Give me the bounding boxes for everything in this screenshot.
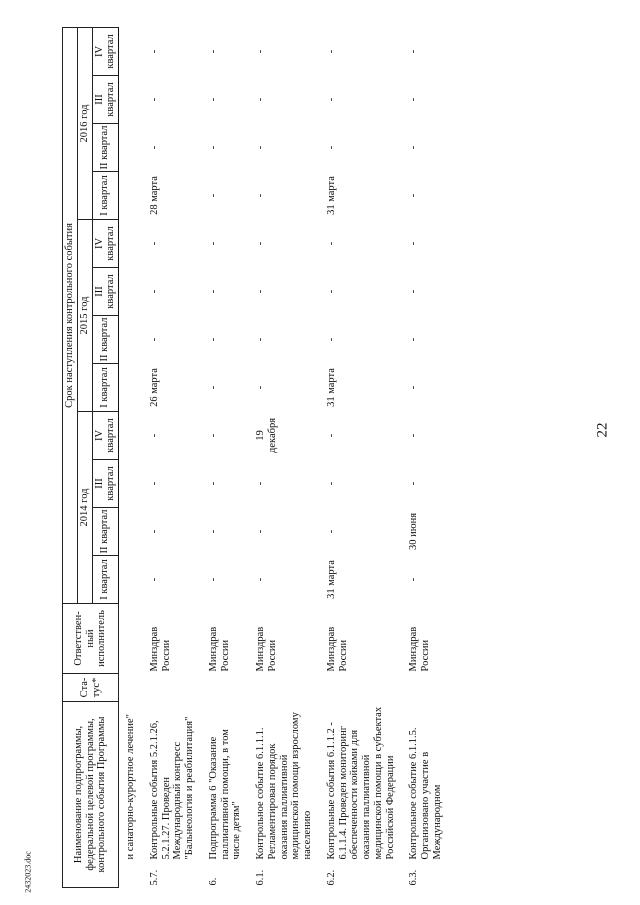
quarter-cell: - [408, 193, 420, 198]
quarter-cell: - [148, 97, 160, 102]
row-status [402, 673, 449, 701]
header-quarter: IV квартал [92, 27, 119, 75]
header-quarter: III квартал [92, 267, 119, 315]
header-year: 2016 год [77, 27, 92, 219]
header-quarter: II квартал [92, 507, 119, 555]
event-name: Контрольное событие 6.1.1.1. Регламентирован порядок оказания паллиативной медицинской помощи взрослому населению [255, 712, 313, 860]
row-number: 5.7. [148, 869, 160, 886]
quarter-cell: - [325, 49, 337, 54]
responsible-executor: Минздрав России [325, 626, 349, 672]
quarter-cell: - [207, 193, 219, 198]
quarter-cell: - [325, 337, 337, 342]
table-row [119, 27, 143, 887]
event-name: Контрольные события 6.1.1.2 - 6.1.1.4. Проведен мониторинг обеспеченности койками для оказания паллиативной медицинской помощи в субъектах Российской Федерации [325, 706, 396, 860]
quarter-cell: - [255, 385, 266, 390]
page-number: 22 [594, 422, 611, 438]
quarter-cell: 19 декабря [255, 417, 278, 453]
quarter-cell: - [148, 145, 160, 150]
quarter-cell: - [255, 529, 266, 534]
event-name: и санаторно-курортное лечение" [125, 714, 136, 860]
quarter-cell: - [325, 145, 337, 150]
quarter-cell: - [255, 97, 266, 102]
quarter-cell: - [148, 49, 160, 54]
quarter-cell [119, 459, 143, 507]
quarter-cell [119, 315, 143, 363]
quarter-cell: - [207, 49, 219, 54]
quarter-cell: - [255, 145, 266, 150]
control-events-table [62, 27, 450, 888]
quarter-cell: - [207, 385, 219, 390]
event-name: Контрольные события 5.2.1.26, 5.2.1.27. Проведен Международный конгресс "Бальнеология и реабилитация" [148, 716, 195, 860]
quarter-cell: 30 июня [408, 512, 420, 551]
header-name: Наименование подпрограммы, федеральной целевой программы, контрольного события Программы [63, 701, 119, 887]
quarter-cell: - [408, 481, 420, 486]
quarter-cell [119, 123, 143, 171]
row-status [202, 673, 249, 701]
row-number [119, 862, 143, 888]
responsible-executor: Минздрав России [408, 626, 431, 672]
quarter-cell: - [148, 289, 160, 294]
header-year: 2015 год [77, 219, 92, 411]
quarter-cell: - [408, 97, 420, 102]
quarter-cell: 28 марта [148, 176, 160, 215]
quarter-cell: - [325, 97, 337, 102]
quarter-cell: - [255, 289, 266, 294]
quarter-cell [119, 171, 143, 219]
rotated-page [62, 12, 592, 888]
table-row [143, 27, 202, 887]
quarter-cell: - [255, 49, 266, 54]
responsible-executor [119, 603, 143, 673]
quarter-cell: - [148, 337, 160, 342]
quarter-cell [119, 267, 143, 315]
responsible-executor: Минздрав России [207, 626, 231, 672]
quarter-cell: - [255, 337, 266, 342]
header-quarter: IV квартал [92, 411, 119, 459]
header-executor: Ответствен-ный исполнитель [63, 603, 119, 673]
header-year: 2014 год [77, 411, 92, 603]
header-quarter: II квартал [92, 123, 119, 171]
row-status [320, 673, 403, 701]
quarter-cell: - [207, 241, 219, 246]
table-row [320, 27, 403, 887]
quarter-cell [119, 507, 143, 555]
quarter-cell: - [207, 337, 219, 342]
row-status [143, 673, 202, 701]
quarter-cell [119, 219, 143, 267]
quarter-cell: - [207, 97, 219, 102]
quarter-cell [119, 363, 143, 411]
row-number: 6.3. [408, 869, 420, 886]
quarter-cell [119, 75, 143, 123]
header-quarter: III квартал [92, 459, 119, 507]
quarter-cell: - [148, 481, 160, 486]
quarter-cell: 31 марта [325, 560, 337, 599]
quarter-cell: - [408, 49, 420, 54]
header-quarter: II квартал [92, 315, 119, 363]
row-number: 6. [207, 877, 219, 886]
row-status [249, 673, 320, 701]
quarter-cell: - [255, 193, 266, 198]
quarter-cell: - [207, 481, 219, 486]
quarter-cell: - [408, 577, 420, 582]
quarter-cell: - [408, 289, 420, 294]
quarter-cell [119, 555, 143, 603]
quarter-cell: - [408, 337, 420, 342]
quarter-cell: - [325, 241, 337, 246]
event-name: Подпрограмма 6 "Оказание паллиативной помощи, в том числе детям" [207, 729, 243, 860]
responsible-executor: Минздрав России [255, 626, 278, 672]
responsible-executor: Минздрав России [148, 626, 172, 672]
header-status: Ста-тус* [63, 673, 119, 701]
quarter-cell: - [408, 433, 420, 438]
quarter-cell [119, 27, 143, 75]
quarter-cell: - [207, 577, 219, 582]
quarter-cell: 31 марта [325, 368, 337, 407]
quarter-cell [119, 411, 143, 459]
row-number: 6.1. [255, 869, 266, 886]
quarter-cell: - [148, 577, 160, 582]
header-quarter: I квартал [92, 555, 119, 603]
quarter-cell: - [207, 289, 219, 294]
quarter-cell: - [255, 241, 266, 246]
quarter-cell: - [325, 433, 337, 438]
quarter-cell: - [148, 433, 160, 438]
quarter-cell: - [148, 241, 160, 246]
quarter-cell: - [325, 529, 337, 534]
quarter-cell: - [207, 433, 219, 438]
row-status [119, 673, 143, 701]
quarter-cell: - [408, 145, 420, 150]
header-quarter: IV квартал [92, 219, 119, 267]
quarter-cell: 31 марта [325, 176, 337, 215]
table-row [249, 27, 320, 887]
event-name: Контрольное событие 6.1.1.5. Организовано участие в Международном [408, 727, 443, 860]
quarter-cell: - [207, 145, 219, 150]
quarter-cell: - [255, 577, 266, 582]
table-row [402, 27, 449, 887]
table-row [202, 27, 249, 887]
footer-filename: 2432023.doc [23, 851, 33, 893]
quarter-cell: - [207, 529, 219, 534]
header-quarter: I квартал [92, 171, 119, 219]
quarter-cell: - [408, 385, 420, 390]
header-quarter: III квартал [92, 75, 119, 123]
header-term: Срок наступления контрольного события [63, 27, 78, 603]
quarter-cell: - [325, 481, 337, 486]
quarter-cell: - [325, 289, 337, 294]
header-quarter: I квартал [92, 363, 119, 411]
quarter-cell: 26 марта [148, 368, 160, 407]
row-number: 6.2. [325, 869, 337, 886]
quarter-cell: - [255, 481, 266, 486]
quarter-cell: - [148, 529, 160, 534]
quarter-cell: - [408, 241, 420, 246]
